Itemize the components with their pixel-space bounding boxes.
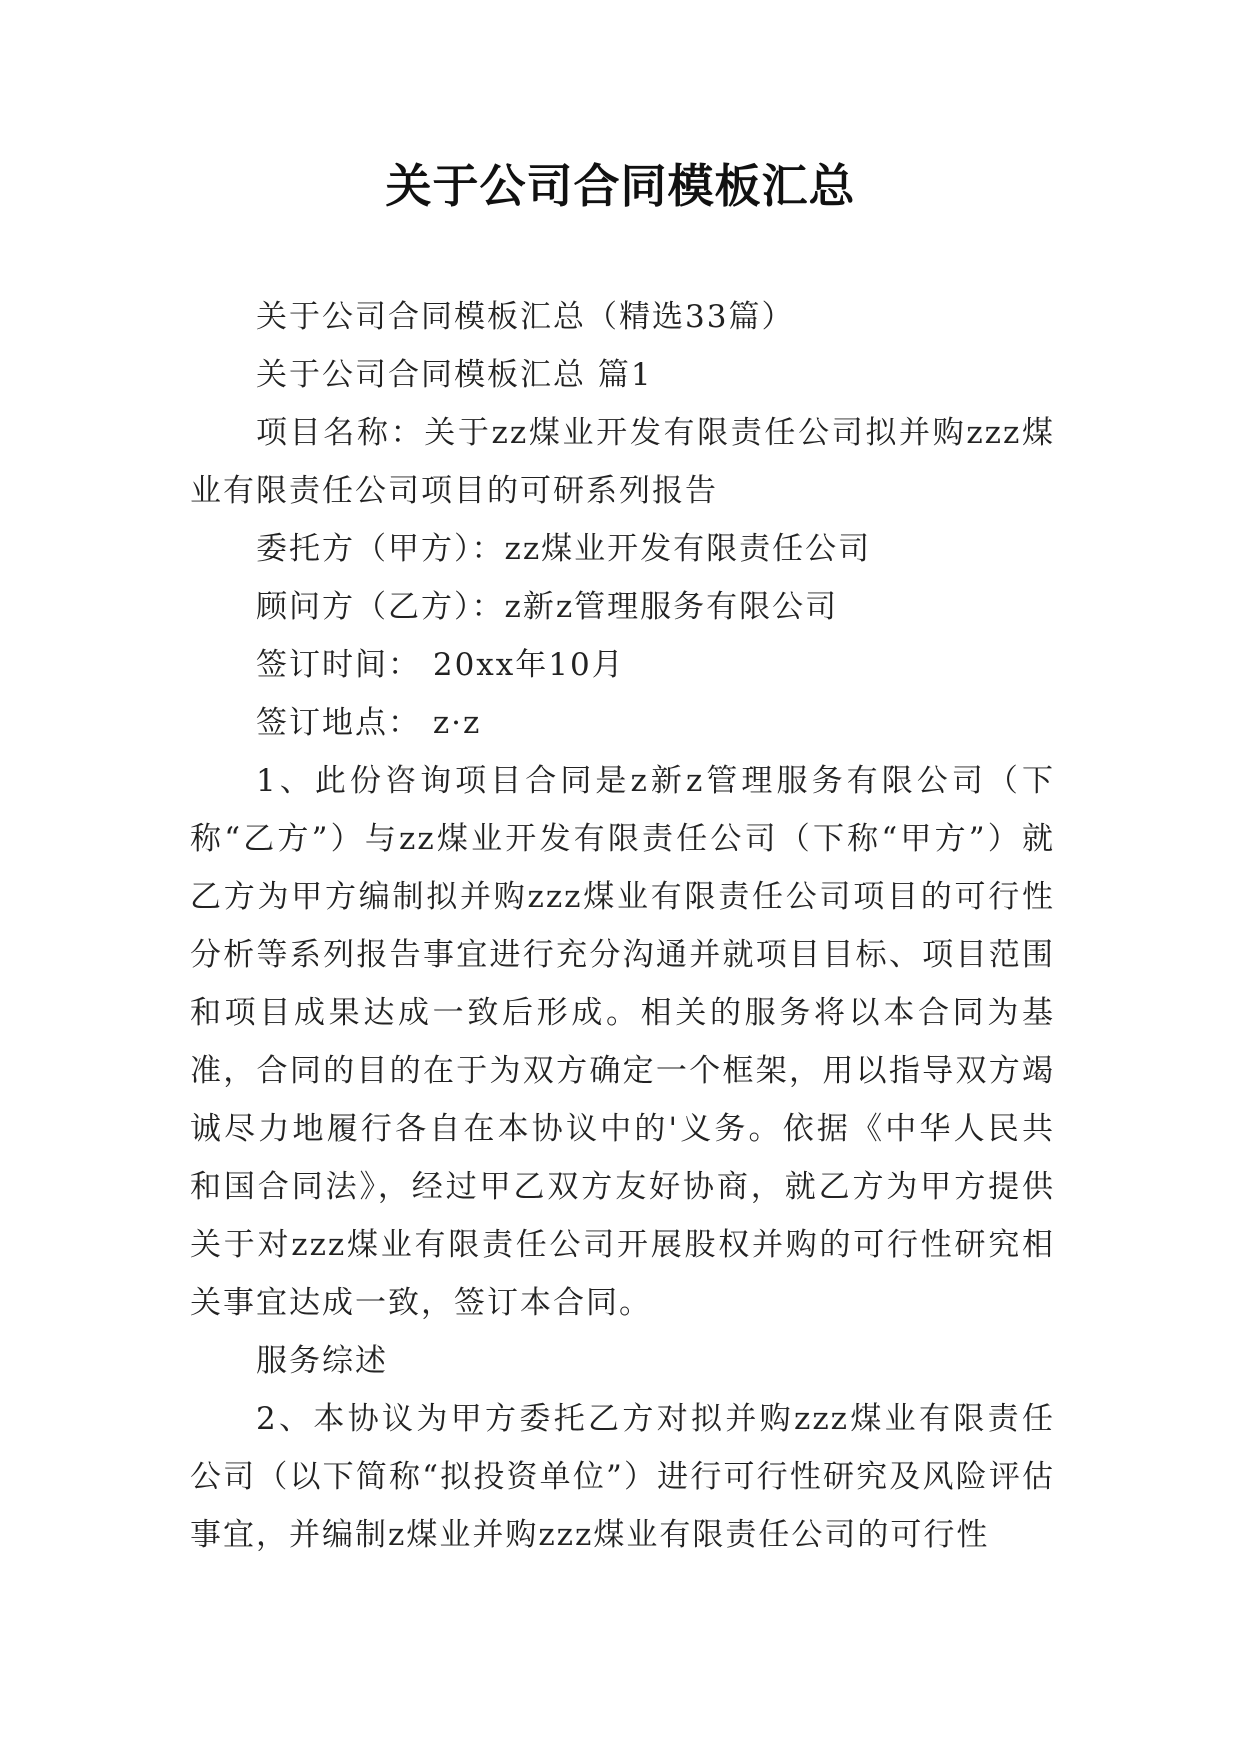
- signing-place-paragraph: 签订地点： z·z: [256, 705, 482, 741]
- clause-2-paragraph: 2、本协议为甲方委托乙方对拟并购zzz煤业有限责任公司（以下简称“拟投资单位”）进行可行性研究及风险评估事宜，并编制z煤业并购zzz煤业有限责任公司的可行性: [190, 1401, 1055, 1553]
- project-name-paragraph: 项目名称：关于zz煤业开发有限责任公司拟并购zzz煤业有限责任公司项目的可研系列报告: [190, 415, 1055, 509]
- client-party-paragraph: 委托方（甲方）：zz煤业开发有限责任公司: [256, 531, 872, 567]
- signing-date-paragraph: 签订时间： 20xx年10月: [256, 647, 625, 683]
- document-body: [190, 288, 1055, 1564]
- service-overview-heading: 服务综述: [256, 1343, 388, 1379]
- subtitle-paragraph: 关于公司合同模板汇总（精选33篇）: [256, 299, 795, 335]
- clause-1-paragraph: 1、此份咨询项目合同是z新z管理服务有限公司（下称“乙方”）与zz煤业开发有限责任公司（下称“甲方”）就乙方为甲方编制拟并购zzz煤业有限责任公司项目的可行性分析等系列报告事宜进行充分沟通并就项目目标、项目范围和项目成果达成一致后形成。相关的服务将以本合同为基准，合同的目的在于为双方确定一个框架，用以指导双方竭诚尽力地履行各自在本协议中的'义务。依据《中华人民共和国合同法》，经过甲乙双方友好协商，就乙方为甲方提供关于对zzz煤业有限责任公司开展股权并购的可行性研究相关事宜达成一致，签订本合同。: [190, 763, 1055, 1321]
- section-heading: 关于公司合同模板汇总 篇1: [256, 357, 653, 393]
- document-title: 关于公司合同模板汇总: [385, 159, 856, 213]
- consultant-party-paragraph: 顾问方（乙方）：z新z管理服务有限公司: [256, 589, 839, 625]
